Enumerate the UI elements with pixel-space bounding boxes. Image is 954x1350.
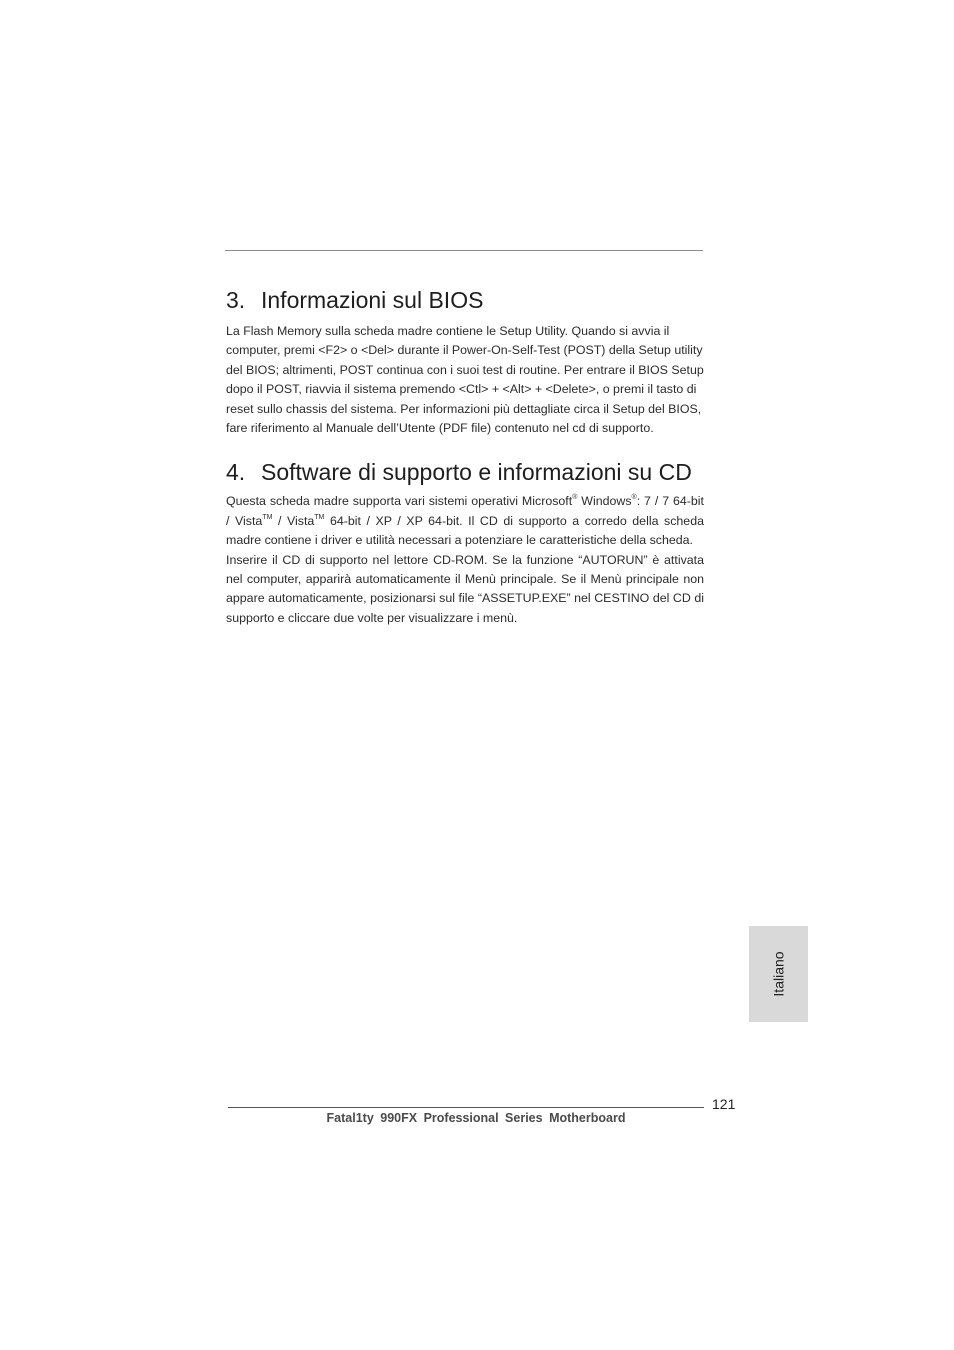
section-4-paragraph-2: Inserire il CD di supporto nel lettore CD-ROM. Se la funzione “AUTORUN” è attivata nel computer, apparirà automaticamente il Menù principale. Se il Menù principale non appare automaticamente, posizionarsi sul file “ASSETUP.EXE” nel CESTINO del CD di supporto e cliccare due volte per visualizzare i menù.	[226, 552, 704, 625]
para1-text-4: / Vista	[272, 513, 315, 528]
trademark-mark: TM	[262, 513, 273, 521]
trademark-mark: TM	[314, 513, 325, 521]
para1-text-2: Windows	[577, 494, 632, 509]
para1-text-5: 64-bit / XP / XP 64-bit. Il CD di supporto a corredo della scheda madre contiene i driver e utilità necessari a potenziare le caratteristiche della scheda.	[226, 513, 704, 548]
footer-product-name: Fatal1ty 990FX Professional Series Motherboard	[326, 1111, 626, 1125]
para1-text-1: Questa scheda madre supporta vari sistemi operativi Microsoft	[226, 494, 573, 509]
page-number: 121	[712, 1096, 736, 1112]
section-3-title: Informazioni sul BIOS	[261, 287, 484, 313]
section-4-paragraph-1	[226, 492, 704, 550]
registered-mark: ®	[572, 494, 578, 502]
footer-divider	[228, 1107, 704, 1108]
section-4-number: 4.	[226, 459, 246, 486]
section-3-number: 3.	[226, 287, 246, 313]
registered-mark: ®	[631, 494, 637, 502]
para1-text-3: : 7 / 7 64-bit / Vista	[226, 494, 704, 528]
language-side-tab	[749, 926, 808, 1022]
section-3-heading	[226, 282, 704, 318]
section-3-body: La Flash Memory sulla scheda madre contiene le Setup Utility. Quando si avvia il computer, premi <F2> o <Del> durante il Power-On-Self-Test (POST) della Setup utility del BIOS; altrimenti, POST continua con i suoi test di routine. Per entrare il BIOS Setup dopo il POST, riavvia il sistema premendo <Ctl> + <Alt> + <Delete>, o premi il tasto di reset sullo chassis del sistema. Per informazioni più dettagliate circa il Setup del BIOS, fare riferimento al Manuale dell’Utente (PDF file) contenuto nel cd di supporto.	[226, 324, 704, 436]
section-4-heading	[226, 454, 704, 490]
section-4-title: Software di supporto e informazioni su CD	[261, 459, 692, 486]
page-content	[226, 282, 704, 628]
language-tab-label: Italiano	[770, 951, 787, 997]
top-divider	[225, 250, 703, 251]
